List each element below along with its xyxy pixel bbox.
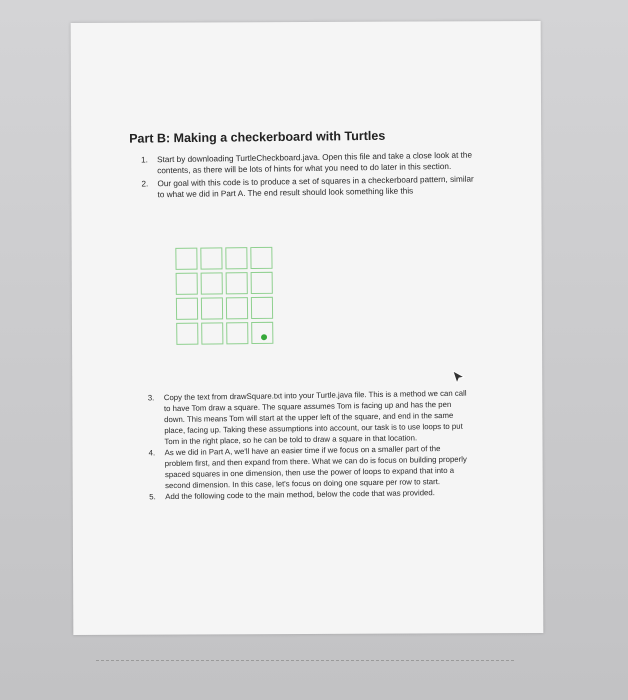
step-number: 1. [141,155,148,165]
checker-square [251,297,273,319]
checker-square [225,247,247,269]
step-number: 4. [148,448,156,458]
step-item [149,443,472,492]
checker-square [201,322,223,344]
checker-square [200,247,222,269]
step-text: Start by downloading TurtleCheckboard.java. Open this file and take a close look at the contents, as there will be lots of hints for what you need to do later in this section. [157,150,473,176]
step-text: Copy the text from drawSquare.txt into your Turtle.java file. This is a method we can call to have Tom draw a square. The square assumes Tom is facing up and has the pen down. This means Tom will start at the upper left of the square, and end in the same place, facing up. Taking these assumptions into account, our task is to use loops to put Tom in the right place, so he can be told to draw a square in that location. [163,388,467,447]
checker-square [250,247,272,269]
step-text: As we did in Part A, we'll have an easier time if we focus on a smaller part of the problem first, and then expand from there. What we can do is focus on building properly spaced squares in one dimension, then use the power of loops to expand that into a second dimension. In this case, let's focus on doing one square per row to start. [164,444,467,491]
arrow-cursor-icon [452,370,466,389]
checker-square [201,272,223,294]
checker-square [176,273,198,295]
step-item [148,388,471,448]
checker-square [175,248,197,270]
section-heading: Part B: Making a checkerboard with Turtles [129,128,386,146]
step-number: 3. [147,393,155,403]
step-text: Our goal with this code is to produce a set of squares in a checkerboard pattern, similar to what we did in Part A. The end result should look something like this [157,174,474,200]
checker-square [251,272,273,294]
document-page [71,21,544,635]
step-item [141,173,481,201]
checker-square [226,297,248,319]
checker-square [176,298,198,320]
checker-square [176,323,198,345]
page-divider [96,660,514,661]
turtle-icon [261,334,267,340]
checker-square [226,322,248,344]
steps-list-top [141,149,482,202]
checker-square [251,322,273,344]
steps-list-bottom [148,388,472,503]
checker-square [226,272,248,294]
step-text: Add the following code to the main method, below the code that was provided. [165,488,435,502]
step-number: 5. [149,492,156,502]
checkerboard-figure [175,247,273,345]
step-number: 2. [141,179,149,189]
checker-square [201,297,223,319]
